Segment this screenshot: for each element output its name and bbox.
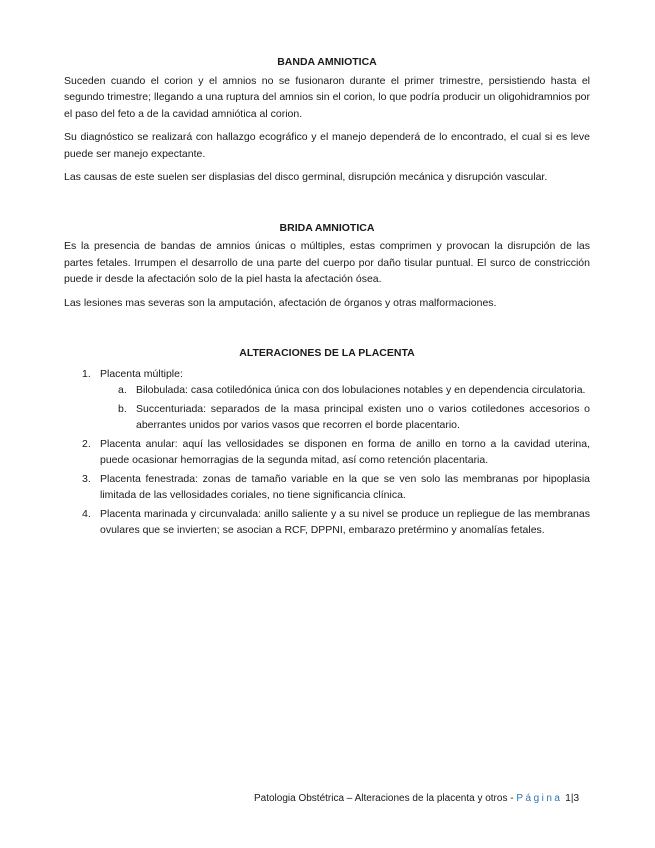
paragraph: Es la presencia de bandas de amnios únicas o múltiples, estas comprimen y provocan la disrupción de las partes fetales. Irrumpen el desarrollo de una parte del cuerpo por daño tisular puntual. El surco de constricción puede ir desde la afectación solo de la piel hasta la afectación ósea. [64, 240, 590, 285]
document-body [64, 54, 590, 541]
list-number: 3. [82, 472, 91, 485]
list-number: 2. [82, 437, 91, 450]
sub-list-letter: b. [118, 402, 127, 415]
paragraph: Las causas de este suelen ser displasias del disco germinal, disrupción mecánica y disrupción vascular. [64, 171, 548, 183]
footer-page-word: Página [516, 793, 563, 804]
sub-list [100, 382, 590, 434]
section-banda-amniotica [64, 54, 590, 186]
list-item-text: Placenta fenestrada: zonas de tamaño variable en la que se ven solo las membranas por hipoplasia limitada de las vellosidades coriales, no tiene significancia clínica. [100, 472, 590, 501]
section-heading: ALTERACIONES DE LA PLACENTA [239, 347, 415, 359]
paragraph: Suceden cuando el corion y el amnios no se fusionaron durante el primer trimestre, persistiendo hasta el segundo trimestre; llegando a una ruptura del amnios sin el corion, lo que podría producir un oligohidramnios por el paso del feto a de la cavidad amniótica al corion. [64, 74, 590, 120]
sub-list-letter: a. [118, 384, 127, 396]
list-item [64, 366, 590, 434]
section-heading: BANDA AMNIOTICA [277, 56, 377, 68]
sub-list-item-text: Succenturiada: separados de la masa principal existen uno o varios cotiledones accesorios o aberrantes unidos por varios vasos que recorren el borde placentario. [136, 402, 590, 431]
list-item [64, 436, 590, 469]
section-brida-amniotica [64, 220, 590, 312]
page-footer [254, 793, 579, 804]
sub-list-item [100, 401, 590, 434]
section-alteraciones-placenta [64, 345, 590, 539]
list-item-text: Placenta múltiple: [100, 367, 183, 380]
sub-list-item-text: Bilobulada: casa cotiledónica única con dos lobulaciones notables y en dependencia circulatoria. [136, 384, 586, 396]
list-item [64, 471, 590, 504]
footer-page-number: 1 [565, 793, 571, 804]
list-number: 1. [82, 367, 91, 380]
paragraph: Las lesiones mas severas son la amputación, afectación de órganos y otras malformaciones. [64, 296, 497, 309]
footer-separator: | [570, 793, 574, 804]
section-heading: BRIDA AMNIOTICA [279, 221, 375, 234]
list-item-text: Placenta anular: aquí las vellosidades se disponen en forma de anillo en torno a la cavidad uterina, puede ocasionar hemorragias de la segunda mitad, así como retención placentaria. [100, 437, 590, 466]
list-item-text: Placenta marinada y circunvalada: anillo saliente y a su nivel se produce un repliegue de las membranas ovulares que se invierten; se asocian a RCF, DPPNI, embarazo pretérmino y anomalías fetales. [100, 507, 590, 536]
list-number: 4. [82, 507, 91, 520]
footer-page-total: 3 [573, 793, 579, 804]
sub-list-item [100, 382, 590, 399]
list-item [64, 506, 590, 539]
paragraph: Su diagnóstico se realizará con hallazgo ecográfico y el manejo dependerá de lo encontrado, el cual si es leve puede ser manejo expectante. [64, 131, 590, 160]
footer-text: Patologia Obstétrica – Alteraciones de la placenta y otros - [253, 793, 514, 804]
placenta-list [64, 366, 590, 539]
